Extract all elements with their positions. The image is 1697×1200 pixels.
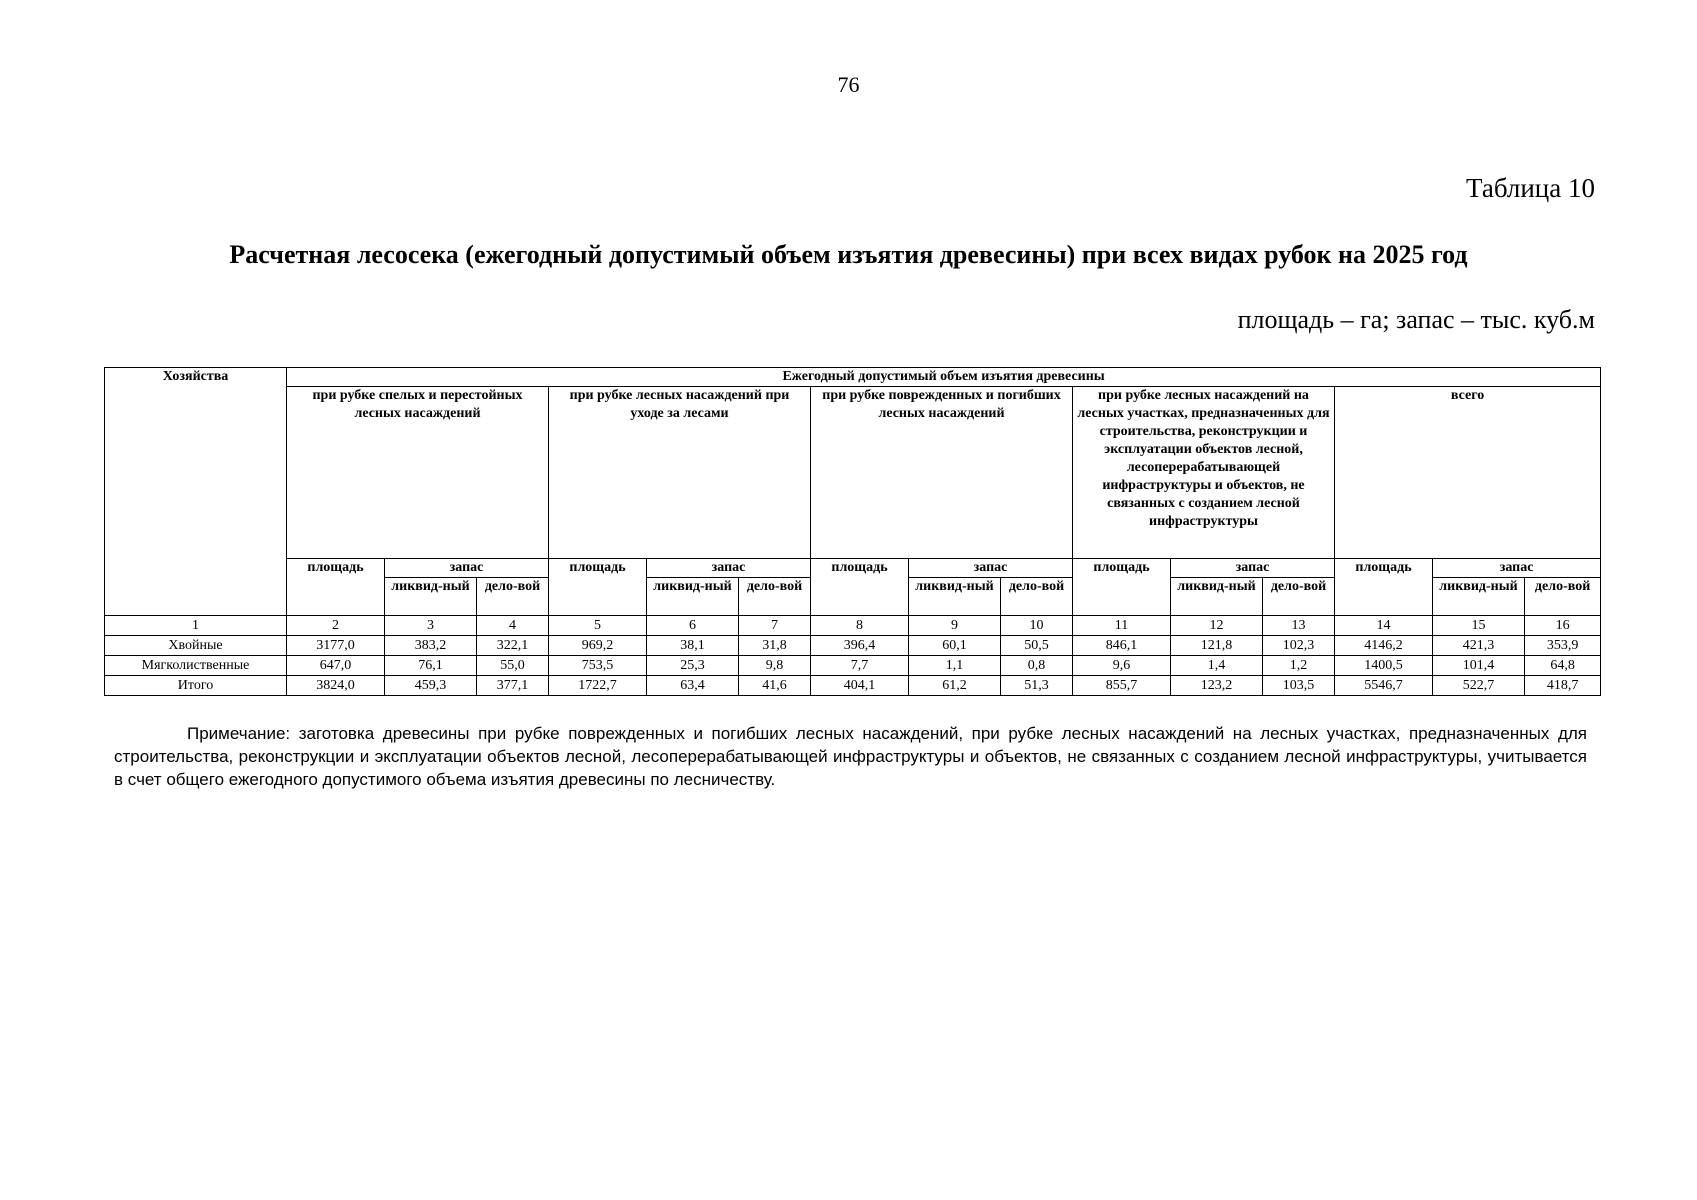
header-area: площадь bbox=[1073, 559, 1171, 616]
header-business: дело-вой bbox=[1525, 578, 1601, 616]
units-label: площадь – га; запас – тыс. куб.м bbox=[1237, 305, 1595, 334]
column-number: 5 bbox=[549, 616, 647, 636]
table-cell: 3177,0 bbox=[287, 636, 385, 656]
table-cell: 103,5 bbox=[1263, 676, 1335, 696]
table-cell: 855,7 bbox=[1073, 676, 1171, 696]
column-number: 2 bbox=[287, 616, 385, 636]
header-business: дело-вой bbox=[1263, 578, 1335, 616]
header-stock: запас bbox=[909, 559, 1073, 578]
header-group-total: всего bbox=[1335, 387, 1601, 559]
table-cell: 63,4 bbox=[647, 676, 739, 696]
header-area: площадь bbox=[287, 559, 385, 616]
column-number: 15 bbox=[1433, 616, 1525, 636]
table-cell: 377,1 bbox=[477, 676, 549, 696]
table-cell: 7,7 bbox=[811, 656, 909, 676]
table-cell: 459,3 bbox=[385, 676, 477, 696]
table-cell: 50,5 bbox=[1001, 636, 1073, 656]
footnote: Примечание: заготовка древесины при рубке поврежденных и погибших лесных насаждений, при рубке лесных насаждений на лесных участках, предназначенных для строительства, реконструкции и эксплуатации объектов лесной, лесоперерабатывающей инфраструктуры и объектов, не связанных с созданием лесной инфраструктуры, учитывается в счет общего ежегодного допустимого объема изъятия древесины по лесничеству. bbox=[114, 724, 1587, 789]
column-number: 6 bbox=[647, 616, 739, 636]
row-name: Мягколиственные bbox=[105, 656, 287, 676]
header-group-damaged: при рубке поврежденных и погибших лесных насаждений bbox=[811, 387, 1073, 559]
header-stock: запас bbox=[647, 559, 811, 578]
row-name: Хвойные bbox=[105, 636, 287, 656]
column-number: 8 bbox=[811, 616, 909, 636]
allowable-cut-table bbox=[104, 367, 1601, 696]
table-cell: 121,8 bbox=[1171, 636, 1263, 656]
column-number: 1 bbox=[105, 616, 287, 636]
table-cell: 64,8 bbox=[1525, 656, 1601, 676]
table-cell: 1722,7 bbox=[549, 676, 647, 696]
column-number: 7 bbox=[739, 616, 811, 636]
table-cell: 51,3 bbox=[1001, 676, 1073, 696]
table-row bbox=[105, 676, 1601, 696]
table-cell: 41,6 bbox=[739, 676, 811, 696]
column-number: 4 bbox=[477, 616, 549, 636]
table-cell: 1,4 bbox=[1171, 656, 1263, 676]
column-number: 16 bbox=[1525, 616, 1601, 636]
table-cell: 1400,5 bbox=[1335, 656, 1433, 676]
table-label: Таблица 10 bbox=[1466, 173, 1595, 203]
table-cell: 647,0 bbox=[287, 656, 385, 676]
table-cell: 383,2 bbox=[385, 636, 477, 656]
header-business: дело-вой bbox=[739, 578, 811, 616]
header-area: площадь bbox=[1335, 559, 1433, 616]
table-cell: 76,1 bbox=[385, 656, 477, 676]
column-number: 12 bbox=[1171, 616, 1263, 636]
page-title: Расчетная лесосека (ежегодный допустимый объем изъятия древесины) при всех видах рубок на 2025 год bbox=[229, 240, 1468, 269]
table-cell: 55,0 bbox=[477, 656, 549, 676]
header-area: площадь bbox=[549, 559, 647, 616]
table-cell: 25,3 bbox=[647, 656, 739, 676]
table-cell: 60,1 bbox=[909, 636, 1001, 656]
table-cell: 522,7 bbox=[1433, 676, 1525, 696]
row-name: Итого bbox=[105, 676, 287, 696]
column-number: 14 bbox=[1335, 616, 1433, 636]
header-stock: запас bbox=[1433, 559, 1601, 578]
table-cell: 421,3 bbox=[1433, 636, 1525, 656]
table-cell: 322,1 bbox=[477, 636, 549, 656]
table-cell: 753,5 bbox=[549, 656, 647, 676]
column-number: 10 bbox=[1001, 616, 1073, 636]
header-group-construction: при рубке лесных насаждений на лесных участках, предназначенных для строительства, реконструкции и эксплуатации объектов лесной, лесоперерабатывающей инфраструктуры и объектов, не связанных с созданием лесной инфраструктуры bbox=[1073, 387, 1335, 559]
column-number: 11 bbox=[1073, 616, 1171, 636]
table-cell: 31,8 bbox=[739, 636, 811, 656]
table-cell: 5546,7 bbox=[1335, 676, 1433, 696]
table-cell: 102,3 bbox=[1263, 636, 1335, 656]
header-liquid: ликвид-ный bbox=[385, 578, 477, 616]
header-liquid: ликвид-ный bbox=[1433, 578, 1525, 616]
table-cell: 4146,2 bbox=[1335, 636, 1433, 656]
table-cell: 1,1 bbox=[909, 656, 1001, 676]
table-cell: 353,9 bbox=[1525, 636, 1601, 656]
header-stock: запас bbox=[1171, 559, 1335, 578]
table-cell: 0,8 bbox=[1001, 656, 1073, 676]
header-business: дело-вой bbox=[1001, 578, 1073, 616]
table-cell: 1,2 bbox=[1263, 656, 1335, 676]
table-cell: 61,2 bbox=[909, 676, 1001, 696]
table-cell: 9,6 bbox=[1073, 656, 1171, 676]
table-row bbox=[105, 656, 1601, 676]
table-cell: 38,1 bbox=[647, 636, 739, 656]
header-liquid: ликвид-ный bbox=[1171, 578, 1263, 616]
table-cell: 101,4 bbox=[1433, 656, 1525, 676]
column-number: 9 bbox=[909, 616, 1001, 636]
header-stock: запас bbox=[385, 559, 549, 578]
header-liquid: ликвид-ный bbox=[909, 578, 1001, 616]
table-cell: 404,1 bbox=[811, 676, 909, 696]
column-number: 3 bbox=[385, 616, 477, 636]
column-number: 13 bbox=[1263, 616, 1335, 636]
header-farms: Хозяйства bbox=[105, 368, 287, 616]
table-cell: 123,2 bbox=[1171, 676, 1263, 696]
table-cell: 396,4 bbox=[811, 636, 909, 656]
table-row bbox=[105, 636, 1601, 656]
table-cell: 969,2 bbox=[549, 636, 647, 656]
header-group-mature: при рубке спелых и перестойных лесных насаждений bbox=[287, 387, 549, 559]
table-cell: 9,8 bbox=[739, 656, 811, 676]
page-number: 76 bbox=[837, 72, 860, 97]
table-cell: 3824,0 bbox=[287, 676, 385, 696]
header-group-thinning: при рубке лесных насаждений при уходе за лесами bbox=[549, 387, 811, 559]
header-liquid: ликвид-ный bbox=[647, 578, 739, 616]
header-area: площадь bbox=[811, 559, 909, 616]
column-number-row bbox=[105, 616, 1601, 636]
table-cell: 418,7 bbox=[1525, 676, 1601, 696]
table-body bbox=[105, 616, 1601, 696]
header-annual-volume: Ежегодный допустимый объем изъятия древесины bbox=[287, 368, 1601, 387]
table-cell: 846,1 bbox=[1073, 636, 1171, 656]
header-business: дело-вой bbox=[477, 578, 549, 616]
